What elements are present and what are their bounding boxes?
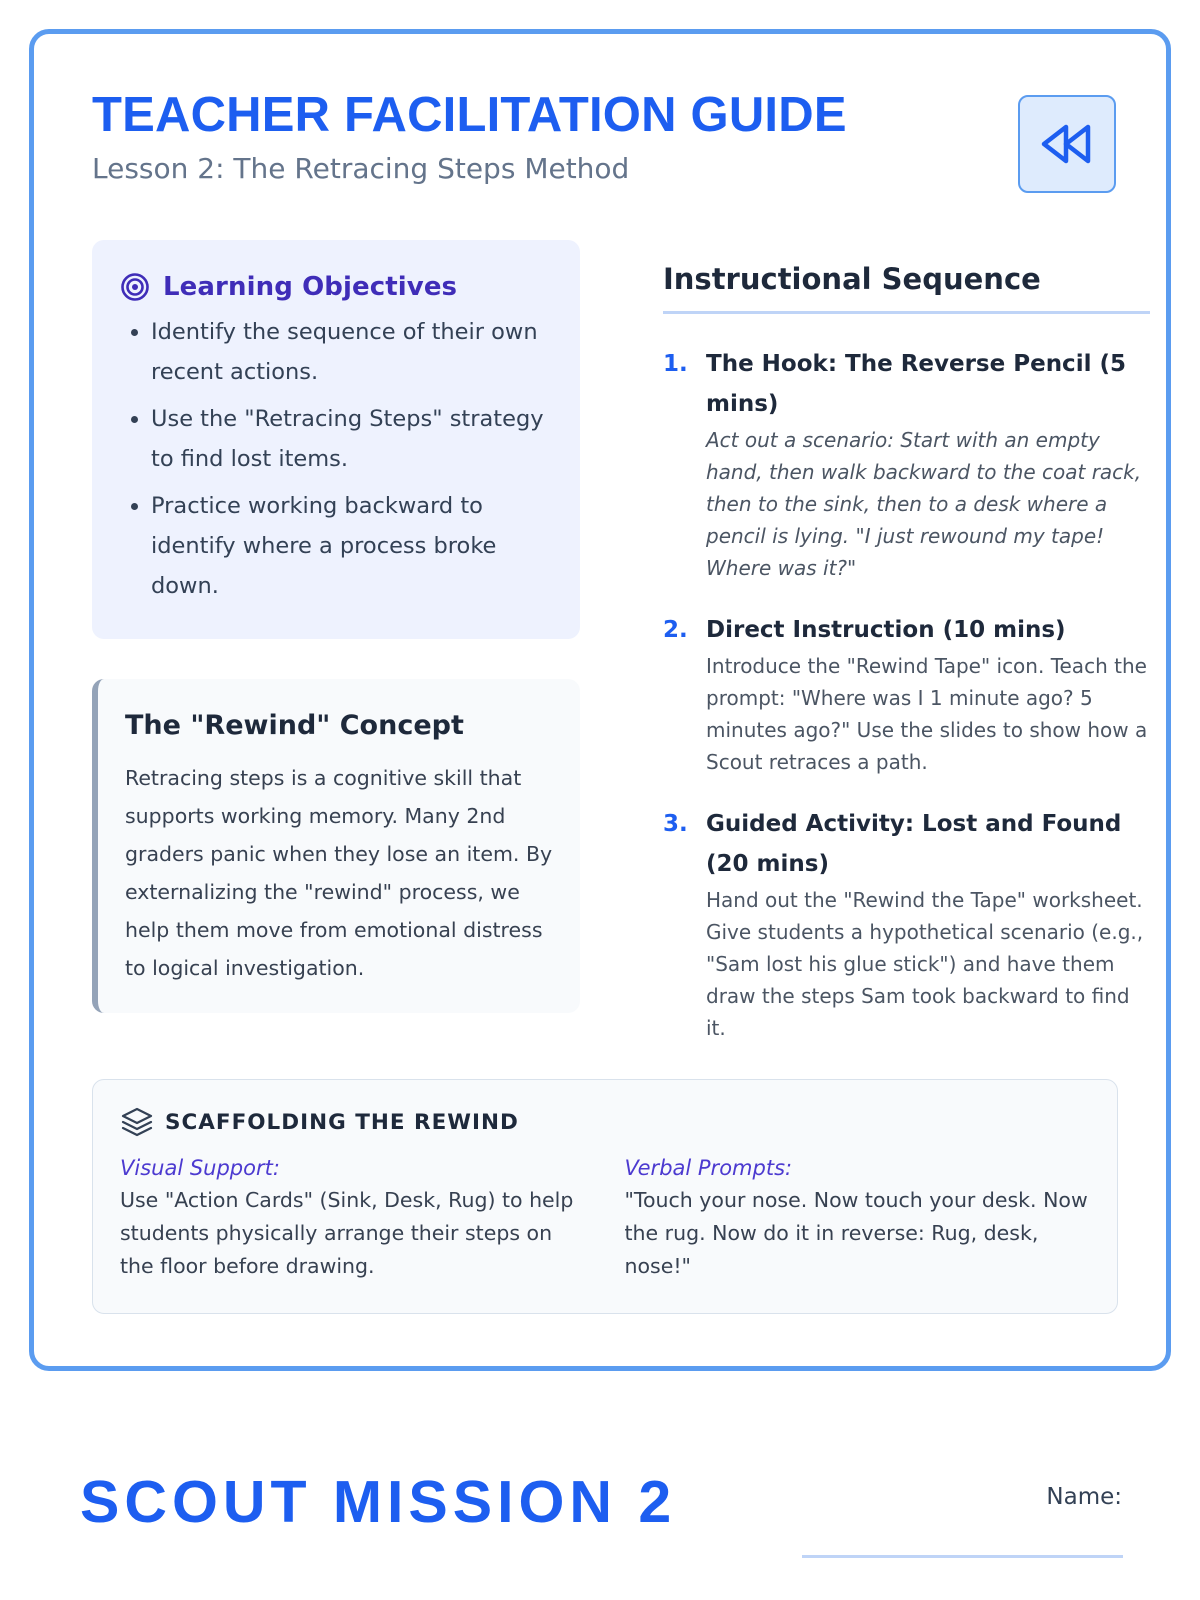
scaffolding-heading-text: SCAFFOLDING THE REWIND [165, 1109, 519, 1135]
guide-title: TEACHER FACILITATION GUIDE [92, 88, 847, 142]
step-title: The Hook: The Reverse Pencil (5 mins) [706, 350, 1126, 417]
learning-objectives-panel [92, 240, 580, 639]
lesson-subtitle: Lesson 2: The Retracing Steps Method [92, 152, 630, 185]
name-label: Name: [1046, 1484, 1122, 1510]
sequence-step [663, 804, 1150, 1044]
name-field-line[interactable] [802, 1555, 1123, 1558]
instructional-sequence [663, 262, 1150, 1044]
objectives-list [120, 312, 560, 606]
visual-support-label: Visual Support: [120, 1156, 280, 1180]
visual-support-text: Use "Action Cards" (Sink, Desk, Rug) to help students physically arrange their steps on the floor before drawing. [120, 1188, 574, 1278]
step-title: Direct Instruction (10 mins) [706, 616, 1066, 643]
objectives-heading [120, 272, 560, 302]
step-description: Act out a scenario: Start with an empty hand, then walk backward to the coat rack, then to the sink, then to a desk where a pencil is lying. "I just rewound my tape! Where was it?" [706, 427, 1142, 580]
target-icon [120, 272, 150, 302]
step-number: 3. [663, 810, 688, 837]
teacher-guide-card [29, 29, 1171, 1371]
verbal-prompts-column [625, 1152, 1094, 1283]
rewind-concept-panel [92, 679, 580, 1013]
objective-item: • Identify the sequence of their own recent actions. [151, 312, 560, 392]
objective-item: • Use the "Retracing Steps" strategy to find lost items. [151, 399, 560, 479]
objectives-heading-text: Learning Objectives [163, 272, 458, 302]
verbal-prompts-text: "Touch your nose. Now touch your desk. Now the rug. Now do it in reverse: Rug, desk, nose!" [624, 1188, 1088, 1278]
concept-text: Retracing steps is a cognitive skill that supports working memory. Many 2nd graders panic when they lose an item. By externalizing the "rewind" process, we help them move from emotional distress to logical investigation. [125, 765, 553, 980]
sequence-title: Instructional Sequence [663, 262, 1150, 314]
rewind-badge [1018, 95, 1116, 193]
sequence-step [663, 344, 1150, 584]
worksheet-title: SCOUT MISSION 2 [80, 1469, 677, 1535]
scaffolding-panel [92, 1079, 1118, 1314]
visual-support-column [120, 1152, 589, 1283]
sequence-step [663, 610, 1150, 778]
layers-icon [120, 1106, 154, 1138]
rewind-icon [1040, 123, 1094, 165]
verbal-prompts-label: Verbal Prompts: [624, 1156, 793, 1180]
objective-item: • Practice working backward to identify where a process broke down. [151, 486, 560, 606]
step-number: 1. [663, 350, 688, 377]
step-title: Guided Activity: Lost and Found (20 mins) [706, 810, 1122, 877]
step-description: Introduce the "Rewind Tape" icon. Teach the prompt: "Where was I 1 minute ago? 5 minutes ago?" Use the slides to show how a Scout retraces a path. [706, 653, 1148, 774]
concept-title: The "Rewind" Concept [125, 710, 464, 741]
scaffolding-columns [120, 1152, 1093, 1283]
step-number: 2. [663, 616, 688, 643]
step-description: Hand out the "Rewind the Tape" worksheet. Give students a hypothetical scenario (e.g., "Sam lost his glue stick") and have them draw the steps Sam took backward to find it. [706, 887, 1144, 1040]
scaffolding-heading [120, 1106, 1093, 1138]
